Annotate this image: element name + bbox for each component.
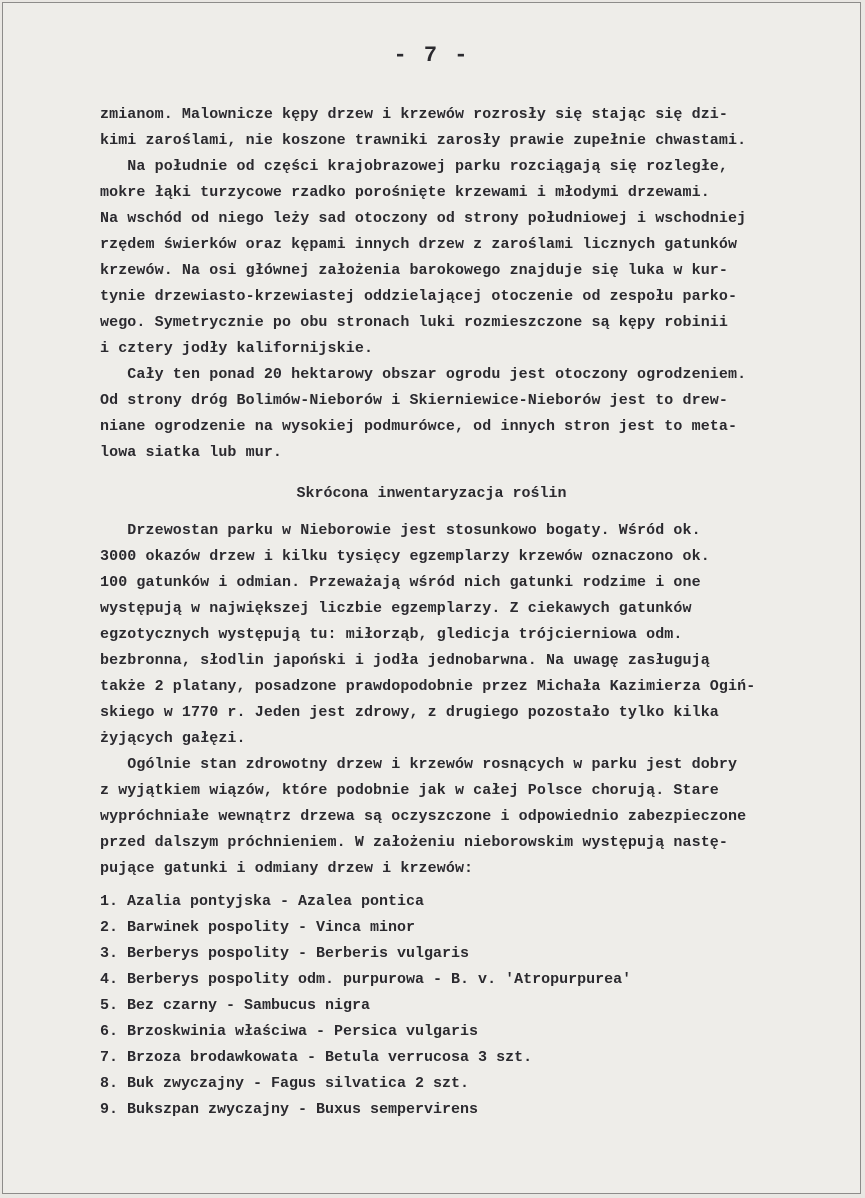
section-heading: Skrócona inwentaryzacja roślin: [296, 485, 567, 502]
paragraph-line: egzotycznych występują tu: miłorząb, gledicja trójcierniowa odm.: [100, 626, 683, 643]
list-item: 7. Brzoza brodawkowata - Betula verrucosa 3 szt.: [100, 1049, 533, 1066]
paragraph-line: żyjących gałęzi.: [100, 730, 246, 747]
paragraph-line: wego. Symetrycznie po obu stronach luki rozmieszczone są kępy robinii: [100, 314, 729, 331]
list-item: 1. Azalia pontyjska - Azalea pontica: [100, 893, 425, 910]
paragraph-line: Drzewostan parku w Nieborowie jest stosunkowo bogaty. Wśród ok.: [100, 522, 701, 539]
paragraph-line: Na wschód od niego leży sad otoczony od strony południowej i wschodniej: [100, 210, 747, 227]
list-item: 4. Berberys pospolity odm. purpurowa - B. v. 'Atropurpurea': [100, 971, 632, 988]
paragraph-line: tynie drzewiasto-krzewiastej oddzielającej otoczenie od zespołu parko-: [100, 288, 738, 305]
paragraph-line: pujące gatunki i odmiany drzew i krzewów:: [100, 860, 474, 877]
paragraph-line: z wyjątkiem wiązów, które podobnie jak w całej Polsce chorują. Stare: [100, 782, 719, 799]
list-item: 6. Brzoskwinia właściwa - Persica vulgaris: [100, 1023, 479, 1040]
list-item: 3. Berberys pospolity - Berberis vulgaris: [100, 945, 470, 962]
paragraph-line: skiego w 1770 r. Jeden jest zdrowy, z drugiego pozostało tylko kilka: [100, 704, 719, 721]
page-number: - 7 -: [393, 43, 470, 68]
paragraph-line: rzędem świerków oraz kępami innych drzew z zaroślami licznych gatunków: [100, 236, 738, 253]
paragraph-line: i cztery jodły kalifornijskie.: [100, 340, 374, 357]
paragraph-line: mokre łąki turzycowe rzadko porośnięte krzewami i młodymi drzewami.: [100, 184, 710, 201]
paragraph-line: przed dalszym próchnieniem. W założeniu nieborowskim występują nastę-: [100, 834, 729, 851]
paragraph-line: występują w największej liczbie egzemplarzy. Z ciekawych gatunków: [100, 600, 692, 617]
paragraph-line: lowa siatka lub mur.: [100, 444, 283, 461]
paragraph-line: także 2 platany, posadzone prawdopodobnie przez Michała Kazimierza Ogiń-: [100, 678, 756, 695]
paragraph-line: 3000 okazów drzew i kilku tysięcy egzemplarzy krzewów oznaczono ok.: [100, 548, 710, 565]
paragraph-line: wypróchniałe wewnątrz drzewa są oczyszczone i odpowiednio zabezpieczone: [100, 808, 747, 825]
list-item: 9. Bukszpan zwyczajny - Buxus sempervirens: [100, 1101, 479, 1118]
list-item: 5. Bez czarny - Sambucus nigra: [100, 997, 371, 1014]
list-item: 2. Barwinek pospolity - Vinca minor: [100, 919, 416, 936]
paragraph-line: Ogólnie stan zdrowotny drzew i krzewów rosnących w parku jest dobry: [100, 756, 738, 773]
paragraph-line: niane ogrodzenie na wysokiej podmurówce, od innych stron jest to meta-: [100, 418, 738, 435]
paragraph-line: zmianom. Malownicze kępy drzew i krzewów rozrosły się stając się dzi-: [100, 106, 729, 123]
list-item: 8. Buk zwyczajny - Fagus silvatica 2 szt.: [100, 1075, 470, 1092]
paragraph-line: bezbronna, słodlin japoński i jodła jednobarwna. Na uwagę zasługują: [100, 652, 710, 669]
paragraph-line: krzewów. Na osi głównej założenia barokowego znajduje się luka w kur-: [100, 262, 729, 279]
paragraph-line: Na południe od części krajobrazowej parku rozciągają się rozległe,: [100, 158, 729, 175]
paragraph-line: kimi zaroślami, nie koszone trawniki zarosły prawie zupełnie chwastami.: [100, 132, 747, 149]
paragraph-line: Cały ten ponad 20 hektarowy obszar ogrodu jest otoczony ogrodzeniem.: [100, 366, 747, 383]
document-page: [2, 2, 861, 1194]
paragraph-line: 100 gatunków i odmian. Przeważają wśród nich gatunki rodzime i one: [100, 574, 701, 591]
paragraph-line: Od strony dróg Bolimów-Nieborów i Skierniewice-Nieborów jest to drew-: [100, 392, 729, 409]
